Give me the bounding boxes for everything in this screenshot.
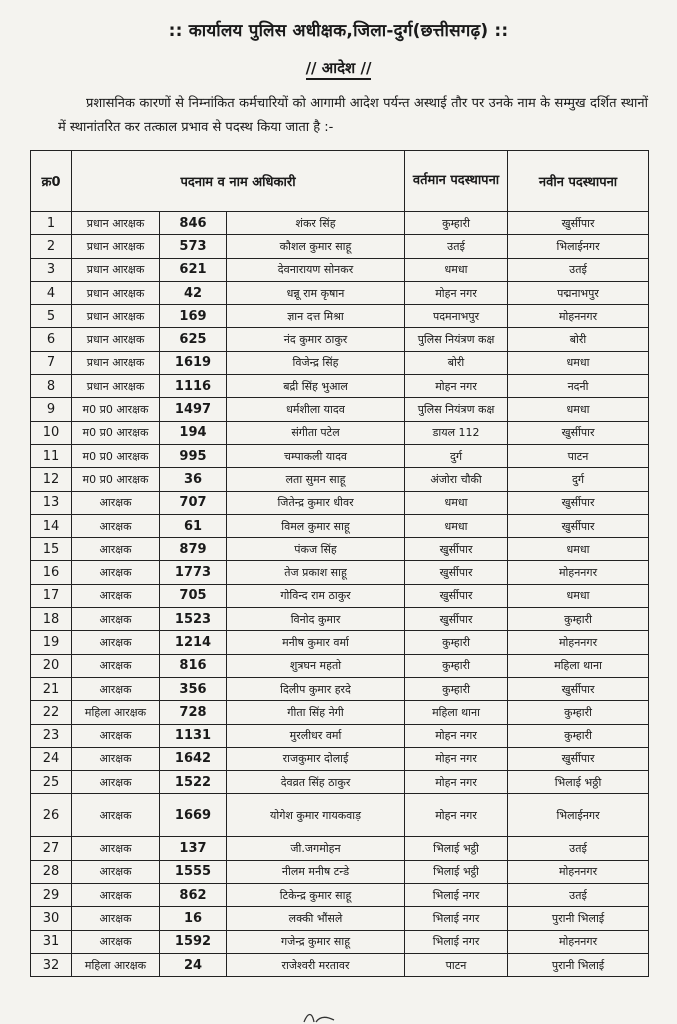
cell-sno: 21 [31,677,72,700]
cell-sno: 18 [31,608,72,631]
cell-number: 621 [160,258,227,281]
cell-name: लता सुमन साहू [227,468,405,491]
table-row [31,654,649,677]
cell-sno: 22 [31,701,72,724]
cell-designation: महिला आरक्षक [72,701,160,724]
cell-new: नदनी [508,375,649,398]
table-row [31,747,649,770]
cell-current: पुलिस नियंत्रण कक्ष [405,328,508,351]
cell-number: 61 [160,514,227,537]
cell-name: गोविन्द राम ठाकुर [227,584,405,607]
table-row [31,281,649,304]
cell-current: भिलाई नगर [405,884,508,907]
cell-number: 728 [160,701,227,724]
cell-name: चम्पाकली यादव [227,444,405,467]
office-title: :: कार्यालय पुलिस अधीक्षक,जिला-दुर्ग(छत्तीसगढ़) :: [168,21,509,41]
cell-number: 707 [160,491,227,514]
cell-new: कुम्हारी [508,724,649,747]
transfer-table [30,150,649,977]
table-row [31,794,649,837]
cell-number: 356 [160,677,227,700]
cell-current: दुर्ग [405,444,508,467]
table-row [31,561,649,584]
cell-name: कौशल कुमार साहू [227,235,405,258]
table-row [31,677,649,700]
cell-current: मोहन नगर [405,281,508,304]
cell-sno: 19 [31,631,72,654]
table-row [31,860,649,883]
cell-number: 1669 [160,794,227,837]
table-row [31,235,649,258]
cell-current: खुर्सीपार [405,561,508,584]
cell-designation: आरक्षक [72,631,160,654]
cell-current: खुर्सीपार [405,538,508,561]
cell-number: 879 [160,538,227,561]
table-row [31,258,649,281]
cell-designation: आरक्षक [72,654,160,677]
cell-new: भिलाई भठ्ठी [508,771,649,794]
cell-new: भिलाईनगर [508,235,649,258]
cell-name: देवव्रत सिंह ठाकुर [227,771,405,794]
signature-mark [300,1010,340,1024]
cell-number: 1619 [160,351,227,374]
cell-number: 1773 [160,561,227,584]
cell-new: पाटन [508,444,649,467]
cell-number: 573 [160,235,227,258]
cell-sno: 10 [31,421,72,444]
cell-name: शंकर सिंह [227,212,405,235]
table-row [31,953,649,976]
cell-name: राजेश्वरी मरतावर [227,953,405,976]
cell-new: मोहननगर [508,631,649,654]
cell-designation: आरक्षक [72,514,160,537]
cell-sno: 11 [31,444,72,467]
cell-designation: प्रधान आरक्षक [72,328,160,351]
cell-designation: आरक्षक [72,884,160,907]
cell-new: भिलाईनगर [508,794,649,837]
table-row [31,491,649,514]
table-row [31,212,649,235]
table-row [31,514,649,537]
cell-new: बोरी [508,328,649,351]
cell-name: नंद कुमार ठाकुर [227,328,405,351]
table-row [31,468,649,491]
cell-number: 1131 [160,724,227,747]
cell-number: 42 [160,281,227,304]
cell-sno: 29 [31,884,72,907]
cell-name: दिलीप कुमार हरदे [227,677,405,700]
cell-current: पाटन [405,953,508,976]
cell-sno: 2 [31,235,72,258]
header-sno: क्र0 [31,151,72,212]
cell-current: उतई [405,235,508,258]
cell-new: मोहननगर [508,561,649,584]
cell-designation: म0 प्र0 आरक्षक [72,421,160,444]
cell-name: राजकुमार दोलाई [227,747,405,770]
cell-current: पुलिस नियंत्रण कक्ष [405,398,508,421]
cell-sno: 31 [31,930,72,953]
cell-current: धमधा [405,514,508,537]
cell-number: 625 [160,328,227,351]
cell-new: मोहननगर [508,305,649,328]
table-row [31,375,649,398]
cell-name: पंकज सिंह [227,538,405,561]
cell-sno: 4 [31,281,72,304]
cell-new: खुर्सीपार [508,491,649,514]
cell-name: मनीष कुमार वर्मा [227,631,405,654]
cell-name: धर्मशीला यादव [227,398,405,421]
cell-sno: 16 [31,561,72,584]
table-row [31,538,649,561]
cell-sno: 23 [31,724,72,747]
cell-name: मुरलीधर वर्मा [227,724,405,747]
order-heading [0,58,677,78]
table-header-row [31,151,649,212]
cell-designation: आरक्षक [72,860,160,883]
cell-name: ज्ञान दत्त मिश्रा [227,305,405,328]
cell-current: भिलाई भट्ठी [405,837,508,860]
order-label: // आदेश // [306,59,372,80]
cell-number: 1592 [160,930,227,953]
cell-current: धमधा [405,491,508,514]
cell-new: पुरानी भिलाई [508,907,649,930]
cell-designation: आरक्षक [72,771,160,794]
cell-current: कुम्हारी [405,212,508,235]
cell-name: बद्री सिंह भुआल [227,375,405,398]
cell-designation: म0 प्र0 आरक्षक [72,468,160,491]
cell-current: पदमनाभपुर [405,305,508,328]
cell-current: कुम्हारी [405,654,508,677]
cell-number: 1116 [160,375,227,398]
cell-name: तेज प्रकाश साहू [227,561,405,584]
cell-number: 995 [160,444,227,467]
cell-new: उतई [508,884,649,907]
cell-number: 1642 [160,747,227,770]
cell-sno: 28 [31,860,72,883]
cell-designation: आरक्षक [72,747,160,770]
cell-new: खुर्सीपार [508,212,649,235]
cell-sno: 25 [31,771,72,794]
cell-new: खुर्सीपार [508,677,649,700]
cell-new: धमधा [508,351,649,374]
cell-name: नीलम मनीष टन्डे [227,860,405,883]
table-row [31,884,649,907]
cell-designation: म0 प्र0 आरक्षक [72,398,160,421]
cell-sno: 5 [31,305,72,328]
cell-number: 816 [160,654,227,677]
cell-new: धमधा [508,584,649,607]
cell-current: बोरी [405,351,508,374]
table-row [31,837,649,860]
cell-new: धमधा [508,538,649,561]
cell-number: 24 [160,953,227,976]
cell-name: शुत्रघन महतो [227,654,405,677]
table-row [31,907,649,930]
cell-designation: आरक्षक [72,538,160,561]
cell-number: 1523 [160,608,227,631]
cell-name: धन्नू राम कृषान [227,281,405,304]
cell-designation: प्रधान आरक्षक [72,351,160,374]
cell-new: मोहननगर [508,930,649,953]
cell-name: योगेश कुमार गायकवाड़ [227,794,405,837]
cell-current: मोहन नगर [405,724,508,747]
cell-name: गीता सिंह नेगी [227,701,405,724]
cell-sno: 26 [31,794,72,837]
cell-number: 862 [160,884,227,907]
table-row [31,398,649,421]
cell-designation: आरक्षक [72,724,160,747]
cell-designation: आरक्षक [72,491,160,514]
cell-name: विजेन्द्र सिंह [227,351,405,374]
cell-current: खुर्सीपार [405,584,508,607]
cell-designation: आरक्षक [72,561,160,584]
cell-sno: 13 [31,491,72,514]
cell-name: विनोद कुमार [227,608,405,631]
cell-new: खुर्सीपार [508,514,649,537]
cell-name: विमल कुमार साहू [227,514,405,537]
cell-current: भिलाई भट्ठी [405,860,508,883]
cell-designation: आरक्षक [72,907,160,930]
cell-sno: 6 [31,328,72,351]
cell-name: जी.जगमोहन [227,837,405,860]
cell-new: दुर्ग [508,468,649,491]
cell-number: 846 [160,212,227,235]
cell-sno: 30 [31,907,72,930]
cell-new: कुम्हारी [508,608,649,631]
cell-current: मोहन नगर [405,771,508,794]
cell-number: 194 [160,421,227,444]
table-row [31,930,649,953]
cell-name: गजेन्द्र कुमार साहू [227,930,405,953]
cell-sno: 7 [31,351,72,374]
cell-number: 705 [160,584,227,607]
table-row [31,421,649,444]
cell-designation: प्रधान आरक्षक [72,212,160,235]
cell-designation: प्रधान आरक्षक [72,305,160,328]
cell-current: मोहन नगर [405,747,508,770]
cell-number: 137 [160,837,227,860]
cell-designation: आरक्षक [72,584,160,607]
cell-new: धमधा [508,398,649,421]
cell-current: अंजोरा चौकी [405,468,508,491]
cell-new: पद्मनाभपुर [508,281,649,304]
cell-sno: 17 [31,584,72,607]
table-row [31,444,649,467]
cell-name: देवनारायण सोनकर [227,258,405,281]
cell-current: धमधा [405,258,508,281]
cell-designation: प्रधान आरक्षक [72,258,160,281]
header-current-posting: वर्तमान पदस्थापना [405,151,508,212]
cell-current: कुम्हारी [405,631,508,654]
cell-name: टिकेन्द्र कुमार साहू [227,884,405,907]
cell-sno: 8 [31,375,72,398]
cell-number: 36 [160,468,227,491]
cell-new: मोहननगर [508,860,649,883]
table-row [31,631,649,654]
cell-current: डायल 112 [405,421,508,444]
cell-designation: प्रधान आरक्षक [72,281,160,304]
cell-new: कुम्हारी [508,701,649,724]
cell-number: 1522 [160,771,227,794]
cell-current: महिला थाना [405,701,508,724]
cell-designation: प्रधान आरक्षक [72,235,160,258]
cell-current: मोहन नगर [405,375,508,398]
cell-designation: आरक्षक [72,837,160,860]
cell-number: 1497 [160,398,227,421]
cell-name: जितेन्द्र कुमार धीवर [227,491,405,514]
cell-name: लक्की भौंसले [227,907,405,930]
cell-new: खुर्सीपार [508,421,649,444]
table-row [31,701,649,724]
cell-sno: 15 [31,538,72,561]
table-row [31,305,649,328]
cell-sno: 12 [31,468,72,491]
header-new-posting: नवीन पदस्थापना [508,151,649,212]
cell-current: खुर्सीपार [405,608,508,631]
cell-number: 169 [160,305,227,328]
table-row [31,608,649,631]
cell-number: 16 [160,907,227,930]
cell-new: पुरानी भिलाई [508,953,649,976]
table-row [31,328,649,351]
cell-designation: म0 प्र0 आरक्षक [72,444,160,467]
cell-new: उतई [508,837,649,860]
cell-new: खुर्सीपार [508,747,649,770]
cell-current: कुम्हारी [405,677,508,700]
intro-paragraph: प्रशासनिक कारणों से निम्नांकित कर्मचारियों को आगामी आदेश पर्यन्त अस्थाई तौर पर उनके नाम के सम्मुख दर्शित स्थानों में स्थानांतरित कर तत्काल प्रभाव से पदस्थ किया जाता है :- [58,96,648,135]
cell-current: मोहन नगर [405,794,508,837]
table-row [31,584,649,607]
cell-number: 1555 [160,860,227,883]
cell-new: उतई [508,258,649,281]
cell-name: संगीता पटेल [227,421,405,444]
cell-current: भिलाई नगर [405,907,508,930]
cell-designation: आरक्षक [72,930,160,953]
cell-designation: आरक्षक [72,794,160,837]
cell-sno: 20 [31,654,72,677]
table-body [31,212,649,977]
cell-sno: 9 [31,398,72,421]
cell-designation: आरक्षक [72,677,160,700]
cell-sno: 3 [31,258,72,281]
table-row [31,771,649,794]
cell-sno: 32 [31,953,72,976]
cell-new: महिला थाना [508,654,649,677]
cell-sno: 14 [31,514,72,537]
cell-sno: 1 [31,212,72,235]
header-name-officer: पदनाम व नाम अधिकारी [72,151,405,212]
table-row [31,724,649,747]
cell-current: भिलाई नगर [405,930,508,953]
table-row [31,351,649,374]
cell-designation: आरक्षक [72,608,160,631]
cell-number: 1214 [160,631,227,654]
cell-sno: 24 [31,747,72,770]
cell-sno: 27 [31,837,72,860]
cell-designation: प्रधान आरक्षक [72,375,160,398]
cell-designation: महिला आरक्षक [72,953,160,976]
